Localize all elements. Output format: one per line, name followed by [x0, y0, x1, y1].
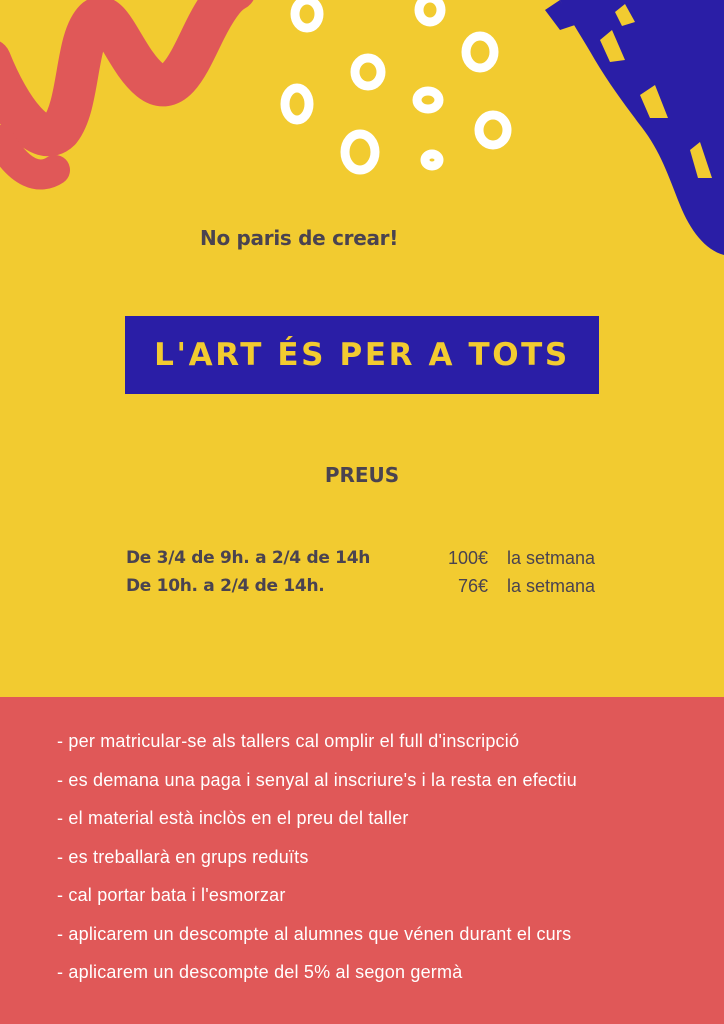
price-schedule: De 3/4 de 9h. a 2/4 de 14h: [126, 548, 371, 568]
title-banner: [125, 316, 599, 394]
price-amount: 100€: [447, 548, 488, 568]
prices-heading: PREUS: [324, 463, 400, 487]
price-row: [126, 576, 626, 602]
blue-brush-shape: [545, 0, 724, 255]
price-unit: la setmana: [507, 548, 596, 568]
price-unit: la setmana: [507, 576, 596, 596]
price-row: [126, 548, 626, 574]
list-item: - cal portar bata i l'esmorzar: [57, 885, 286, 905]
notes-list: [57, 731, 577, 1001]
notes-section: [0, 697, 724, 1024]
price-amount: 76€: [457, 576, 488, 596]
list-item: - es demana una paga i senyal al inscriure's i la resta en efectiu: [57, 769, 577, 790]
coral-squiggle-shape: [0, 0, 235, 175]
list-item: - aplicarem un descompte del 5% al segon germà: [57, 962, 463, 982]
price-schedule: De 10h. a 2/4 de 14h.: [126, 576, 325, 596]
list-item: - es treballarà en grups reduïts: [57, 846, 309, 867]
white-rings-shape: [285, 0, 507, 170]
list-item: - el material està inclòs en el preu del taller: [57, 808, 409, 828]
page-title: L'ART ÉS PER A TOTS: [154, 337, 570, 373]
list-item: - aplicarem un descompte al alumnes que vénen durant el curs: [57, 923, 572, 944]
tagline: No paris de crear!: [200, 226, 399, 250]
list-item: - per matricular-se als tallers cal omplir el full d'inscripció: [57, 731, 520, 751]
